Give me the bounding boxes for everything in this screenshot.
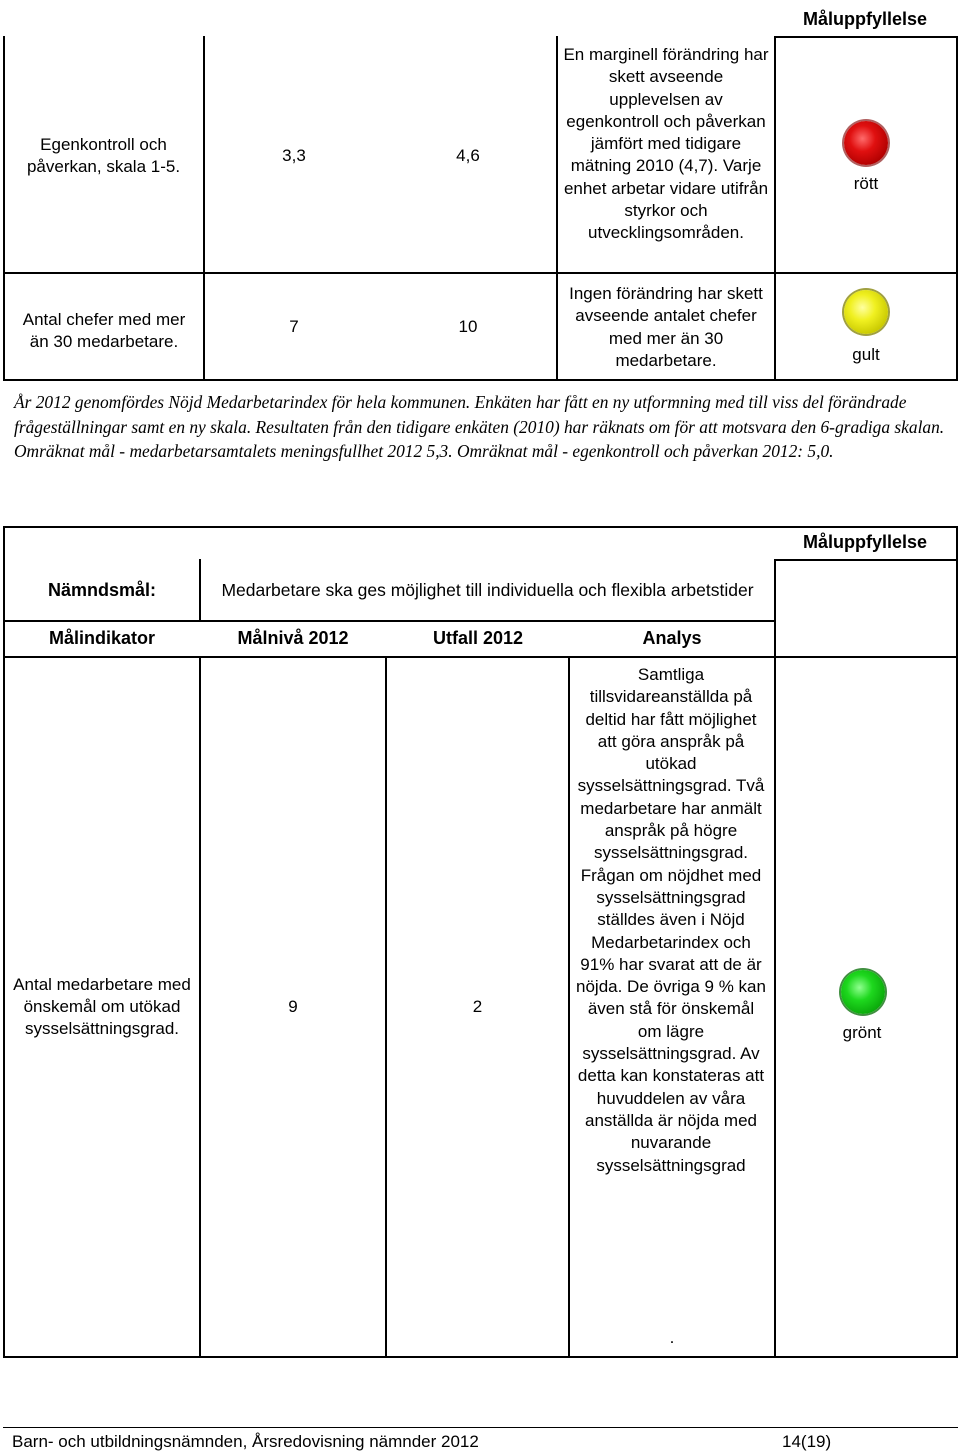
grid-line [956, 36, 958, 379]
red-traffic-light-icon [844, 121, 888, 165]
grid-line [774, 36, 958, 38]
footer-left: Barn- och utbildningsnämnden, Årsredovisning nämnder 2012 [12, 1432, 479, 1451]
grid-line [3, 36, 5, 379]
table-row-2-analysis: Ingen förändring har skett avseende antalet chefer med mer än 30 medarbetare. [569, 284, 763, 370]
grid-line [568, 656, 570, 1358]
table-row-analysis-trailing: . [669, 1328, 675, 1347]
status-label-red: rött [853, 174, 879, 193]
footer-page-number: 14(19) [782, 1432, 832, 1451]
grid-line [774, 36, 776, 379]
yellow-traffic-light-icon [844, 290, 888, 334]
table-row-indicator: Antal medarbetare med önskemål om utökad sysselsättningsgrad. [13, 974, 191, 1039]
column-header-target: Målnivå 2012 [237, 628, 349, 648]
column-header-outcome: Utfall 2012 [432, 628, 524, 648]
table-row-1-outcome: 4,6 [456, 145, 480, 165]
green-traffic-light-icon [841, 970, 885, 1014]
goal-text: Medarbetare ska ges möjlighet till individuella och flexibla arbetstider [221, 579, 754, 600]
table-row-1-indicator: Egenkontroll och påverkan, skala 1-5. [26, 134, 181, 176]
table-row-2-target: 7 [289, 317, 299, 337]
grid-line [3, 620, 774, 622]
table-row-2-indicator: Antal chefer med mer än 30 medarbetare. [22, 309, 186, 351]
grid-line [3, 526, 5, 1358]
table-row-target: 9 [288, 996, 298, 1016]
grid-line [3, 272, 958, 274]
column-header-analysis: Analys [642, 628, 702, 648]
grid-line [199, 559, 201, 620]
status-label-yellow: gult [852, 345, 880, 364]
table-row-analysis: Samtliga tillsvidareanställda på deltid har fått möjlighet att göra anspråk på utökad sysselsättningsgrad. Två medarbetare har anmält anspråk på högre sysselsättningsgrad. Frågan om nöjdhet med sysselsättningsgrad ställdes även i Nöjd Medarbetarindex och 91% har svarat att de är nöjda. De övriga 9 % kan även stå för önskemål om lägre sysselsättningsgrad. Av detta kan konstateras att huvuddelen av våra anställda är nöjda med nuvarande sysselsättningsgrad [576, 665, 766, 1175]
grid-line [3, 1356, 958, 1358]
grid-line [3, 379, 958, 381]
grid-line [774, 559, 776, 1358]
column-header-indicator: Målindikator [48, 628, 155, 648]
grid-line [203, 36, 205, 379]
goal-label: Nämndsmål: [47, 579, 157, 600]
table-row-1-analysis: En marginell förändring har skett avseende upplevelsen av egenkontroll och påverkan jämfört med tidigare mätning 2010 (4,7). Varje enhet arbetar vidare utifrån styrkor och utvecklingsområden. [563, 45, 769, 243]
grid-line [956, 526, 958, 1358]
note-paragraph: År 2012 genomfördes Nöjd Medarbetarindex för hela kommunen. Enkäten har fått en ny utformning med till viss del förändrade frågeställningar samt en ny skala. Resultaten från den tidigare enkäten (2010) har räknats om för att motsvara den 6-gradiga skalan. Omräknat mål - medarbetarsamtalets meningsfullhet 2012 5,3. Omräknat mål - egenkontroll och påverkan 2012: 5,0. [14, 392, 945, 461]
section2-heading: Måluppfyllelse [802, 532, 928, 552]
section1-heading: Måluppfyllelse [802, 9, 928, 29]
grid-line [556, 36, 558, 379]
grid-line [3, 526, 958, 528]
table-row-2-outcome: 10 [458, 317, 478, 337]
footer-rule [3, 1427, 958, 1428]
grid-line [774, 559, 958, 561]
status-label-green: grönt [842, 1023, 882, 1042]
table-row-outcome: 2 [472, 996, 483, 1016]
table-row-1-target: 3,3 [282, 145, 306, 165]
